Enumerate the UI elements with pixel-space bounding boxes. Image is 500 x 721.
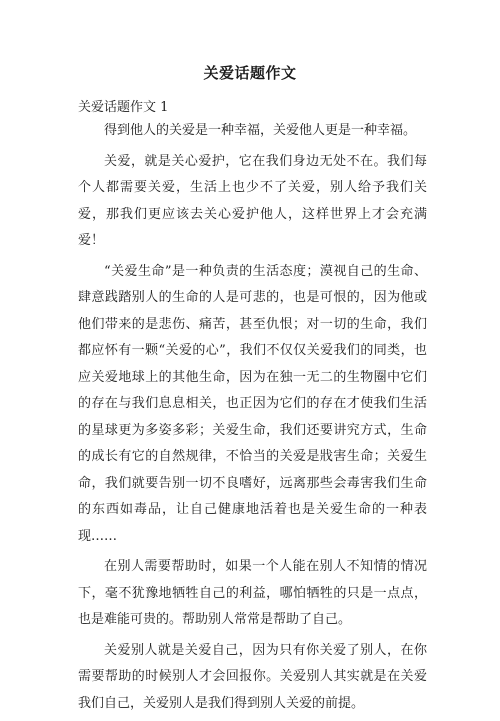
section-heading: 关爱话题作文 1 [78, 100, 169, 115]
document-body [78, 118, 427, 721]
paragraph-4: 在别人需要帮助时，如果一个人能在别人不知情的情况下，毫不犹豫地牺牲自己的利益，哪怕牺牲的只是一点点，也是难能可贵的。帮助别人常常是帮助了自己。 [78, 559, 427, 627]
paragraph-1: 得到他人的关爱是一种幸福，关爱他人更是一种幸福。 [104, 123, 417, 138]
paragraph-2: 关爱，就是关心爱护，它在我们身边无处不在。我们每个人都需要关爱，生活上也少不了关爱，别人给予我们关爱，那我们更应该去关心爱护他人，这样世界上才会充满爱！ [78, 153, 427, 248]
document-title: 关爱话题作文 [203, 64, 297, 82]
paragraph-3: “关爱生命”是一种负责的生活态度；漠视自己的生命、肆意践踏别人的生命的人是可悲的，也是可恨的，因为他或他们带来的是悲伤、痛苦，甚至仇恨；对一切的生命，我们都应怀有一颗“关爱的心”，我们不仅仅关爱我们的同类，也应关爱地球上的其他生命，因为在独一无二的生物圈中它们的存在与我们息息相关，也正因为它们的存在才使我们生活的星球更为多姿多彩；关爱生命，我们还要讲究方式，生命的成长有它的自然规律，不恰当的关爱是戕害生命；关爱生命，我们就要告别一切不良嗜好，远离那些会毒害我们生命的东西如毒品，让自己健康地活着也是关爱生命的一种表现…… [78, 263, 427, 544]
paragraph-5: 关爱别人就是关爱自己，因为只有你关爱了别人，在你需要帮助的时候别人才会回报你。关爱别人其实就是在关爱我们自己，关爱别人是我们得到别人关爱的前提。 [78, 642, 427, 711]
